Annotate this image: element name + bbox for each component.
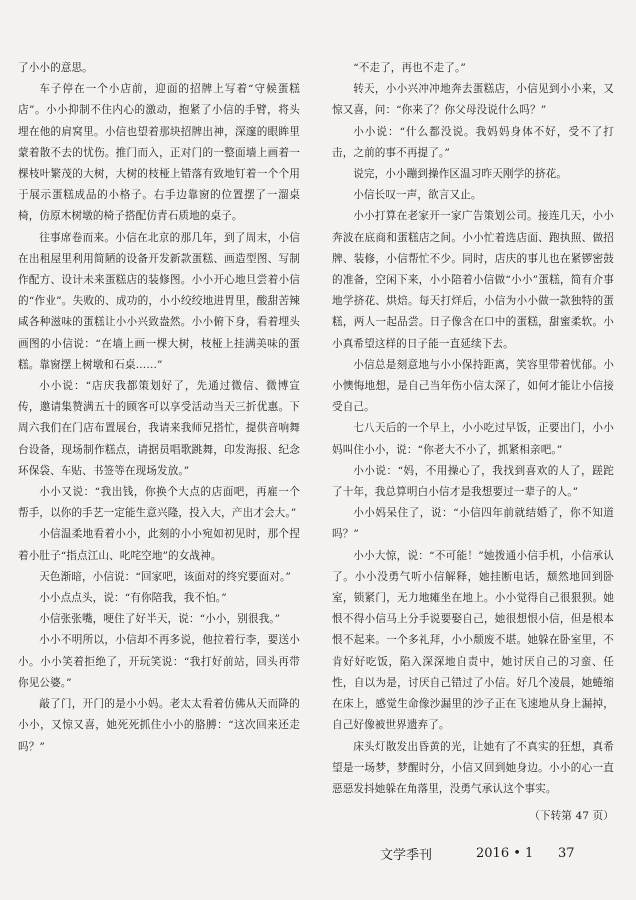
paragraph: 七八天后的一个早上，小小吃过早饭，正要出门，小小妈叫住小小，说：“你老大不小了，抓紧相亲吧。” <box>332 422 614 456</box>
paragraph: 床头灯散发出昏黄的光，让她有了不真实的狂想，真希望是一场梦，梦醒时分，小信又回到她身边。小小的心一直惡惡发抖她躲在角落里，没勇气承认这个事实。 <box>332 740 614 795</box>
paragraph: 了小小的意思。 <box>18 62 93 74</box>
paragraph: 小小妈呆住了，说：“小信四年前就结婚了，你不知道吗？” <box>332 507 614 541</box>
paragraph: 小信温柔地看着小小，此刻的小小宛如初见时，那个捏着小肚子“指点江山、叱咤空地”的女战神。 <box>18 528 300 562</box>
paragraph: 小小说：“妈，不用操心了，我找到喜欢的人了，蹉跎了十年，我总算明白小信才是我想要过一辈子的人。” <box>332 464 614 499</box>
page-number: 37 <box>558 845 575 861</box>
page-footer <box>380 842 616 864</box>
paragraph: 小小说：“什么都没说。我妈妈身体不好，受不了打击，之前的事不再提了。” <box>332 125 614 159</box>
paragraph: 小小不明所以，小信却不再多说，他拉着行李，要送小小。小小笑着拒绝了，开玩笑说：“我打好前站，回头再带你见公婆。” <box>18 634 300 689</box>
issue-number: 2016 • 1 <box>476 845 534 861</box>
paragraph: 敲了门，开门的是小小妈。老太太看着仿佛从天而降的小小，又惊又喜，她死死抓住小小的胳膊：“这次回来还走吗？” <box>18 698 300 753</box>
paragraph: 小小又说：“我出钱，你换个大点的店面吧，再雇一个帮手，以你的手艺一定能生意兴隆，投入大，产出才会大。” <box>18 486 300 520</box>
paragraph: 小信长叹一声，欲言又止。 <box>353 189 482 202</box>
paragraph: 小信张张嘴，哽住了好半天，说：“小小，别很我。” <box>39 613 281 626</box>
paragraph: 天色渐暗，小信说：“回家吧，该面对的终究要面对。” <box>39 570 291 583</box>
paragraph: 小小打算在老家开一家广告策划公司。接连几天，小小奔波在底商和蛋糕店之间。小小忙着选店面、跑执照、做招牌、装修，小信帮忙不少。同时，店庆的事儿也在紧锣密鼓的准备，空闲下来，小小陪着小信做“小小”蛋糕，简有介事地学挤花、烘焙。每天打烊后，小信为小小做一款独特的蛋糕，两人一起品尝。日子像含在口中的蛋糕，甜蜜柔软。小小真希望这样的日子能一直延续下去。 <box>332 210 614 350</box>
paragraph: 小小点点头，说：“有你陪我，我不怕。” <box>39 592 227 605</box>
right-column <box>332 58 614 827</box>
paragraph: 往事席卷而来。小信在北京的那几年，到了周末，小信在出租屋里利用简陋的设备开发新款蛋糕、画造型图、写制作配方、设计未来蛋糕店的装修图。小小开心地旦尝着小信的“作业”。失败的、成功的，小小绞绞地进胃里，酸甜苦辣咸各种滋味的蛋糕让小小兴致盎然。小小俯下身，看着埋头画图的小信说：“在墙上画一棵大树，枝桠上挂满美味的蛋糕。靠窗摆上树墩和石桌……” <box>18 231 300 371</box>
magazine-name: 文学季刊 <box>380 847 433 863</box>
paragraph: 转天，小小兴冲冲地奔去蛋糕店，小信见到小小来，又惊又喜，问：“你来了？你父母没说什么吗？” <box>332 83 614 117</box>
continued-note: （下转第 47 页） <box>529 810 614 823</box>
paragraph: “不走了，再也不走了。” <box>353 62 466 74</box>
paragraph: 说完，小小蹦到操作区温习昨天刚学的挤花。 <box>353 168 568 181</box>
paragraph: 小小说：“店庆我都策划好了，先通过微信、微博宣传，邀请集赞满五十的顾客可以享受活动当天三折优惠。下周六我们在门店布置展台，我请来我师兄搭忙，提供音响舞台设备，现场制作糕点，请据员唱歌跳舞，印发海报、纪念环保袋、车贴、书签等在现场发放。” <box>18 380 300 477</box>
paragraph: 小小大惊，说：“不可能！”她拨通小信手机，小信承认了。小小没勇气听小信解释，她挂断电话，颓然地回到卧室，锁紧门，无力地瘫坐在地上。小小觉得自己很狠狈。她恨不得小信马上分手说要娶自己，她很想恨小信，但是根本恨不起来。一个多礼拜，小小颓废不堪。她躲在卧室里，不肯好好吃饭，陷入深深地自责中，她讨厌自己的习蛮、任性，自以为是，讨厌自己错过了小信。好几个凌晨，她蜷缩在床上，感觉生命像沙漏里的沙子正在飞速地从身上漏掉，自己好像被世界遗弃了。 <box>332 549 614 732</box>
left-column <box>18 58 300 758</box>
paragraph: 车子停在一个小店前，迎面的招牌上写着“守候蛋糕店”。小小抑制不住内心的激动，抱紧了小信的手臂，将头埋在他的肩窝里。小信也望着那块招牌出神，深邃的眼眸里蒙着散不去的忧伤。推门而入，正对门的一整面墙上画着一棵枝叶繁茂的大树，大树的枝桠上错落有致地钉着一个个用于展示蛋糕成品的小格子。右手边靠窗的位置摆了一溜桌椅，仿原木树墩的椅子搭配仿青石质地的桌子。 <box>18 83 300 223</box>
paragraph: 小信总是刻意地与小小保持距离，笑容里带着忧郁。小小懊悔地想，是自己当年伤小信太深了，如何才能让小信接受自己。 <box>332 358 614 414</box>
